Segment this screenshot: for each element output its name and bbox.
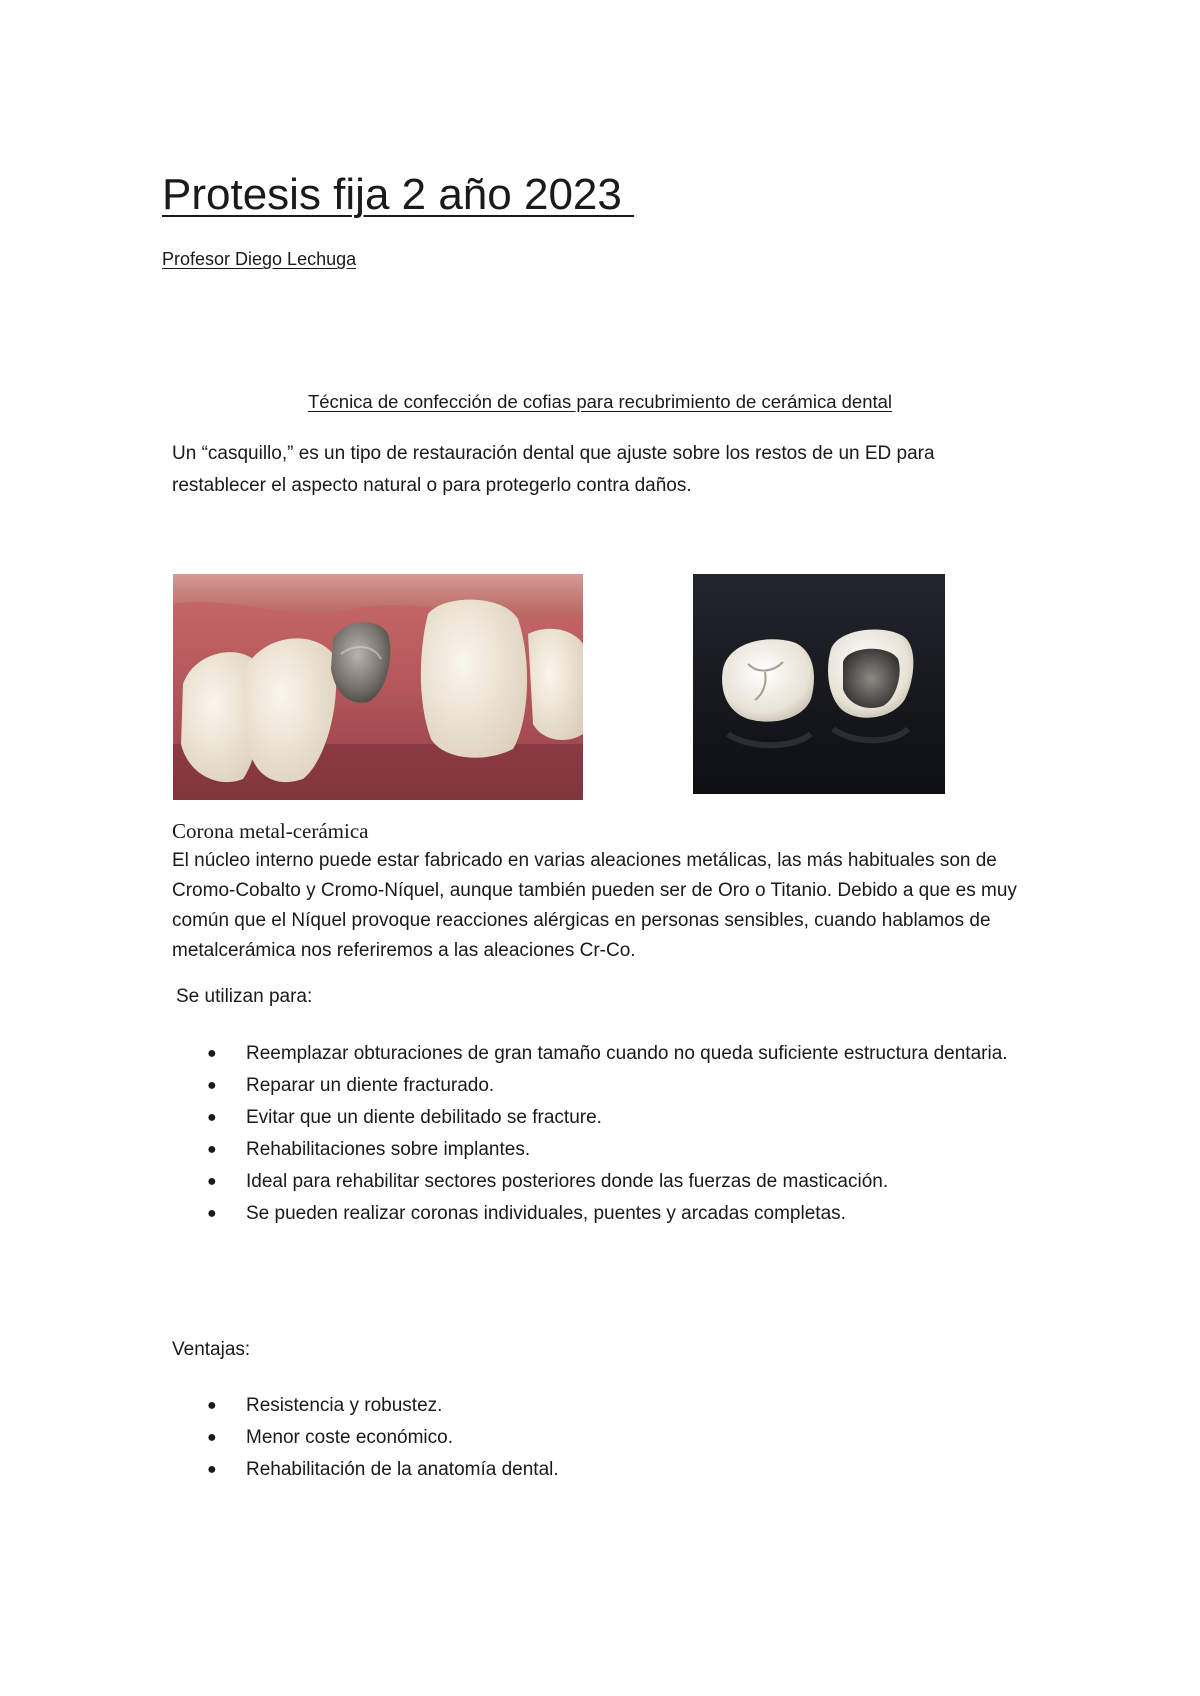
body-paragraph: El núcleo interno puede estar fabricado en varias aleaciones metálicas, las más habituales son de Cromo-Cobalto y Cromo-Níquel, aunque también pueden ser de Oro o Titanio. Debido a que es muy común que el Níquel provoque reacciones alérgicas en personas sensibles, cuando hablamos de metalcerámica nos referiremos a las aleaciones Cr-Co. xyxy=(172,850,1017,961)
list-item: ● Reemplazar obturaciones de gran tamaño cuando no queda suficiente estructura dentaria. xyxy=(246,1038,1066,1070)
bullet-icon: ● xyxy=(207,1429,217,1446)
bullet-icon: ● xyxy=(207,1205,217,1222)
dental-abutment-photo xyxy=(173,574,583,800)
bullet-icon: ● xyxy=(207,1109,217,1126)
document-title: Protesis fija 2 año 2023 xyxy=(162,170,635,219)
bullet-icon: ● xyxy=(207,1045,217,1062)
bullet-icon: ● xyxy=(207,1397,217,1414)
list-item: ● Rehabilitación de la anatomía dental. xyxy=(246,1454,1066,1486)
list-item: ● Reparar un diente fracturado. xyxy=(246,1070,1066,1102)
section-subheading: Corona metal-cerámica xyxy=(172,819,369,843)
uses-label: Se utilizan para: xyxy=(176,986,313,1007)
intro-paragraph: Un “casquillo,” es un tipo de restauración dental que ajuste sobre los restos de un ED para restablecer el aspecto natural o para protegerlo contra daños. xyxy=(172,443,935,496)
bullet-icon: ● xyxy=(207,1077,217,1094)
bullet-icon: ● xyxy=(207,1173,217,1190)
list-item: ● Evitar que un diente debilitado se fracture. xyxy=(246,1102,1066,1134)
uses-list xyxy=(207,1038,1066,1230)
list-item: ● Menor coste económico. xyxy=(246,1422,1066,1454)
list-item: ● Ideal para rehabilitar sectores posteriores donde las fuerzas de masticación. xyxy=(246,1166,1066,1198)
list-item: ● Resistencia y robustez. xyxy=(246,1390,1066,1422)
author-line: Profesor Diego Lechuga xyxy=(162,249,357,269)
bullet-icon: ● xyxy=(207,1461,217,1478)
advantages-label: Ventajas: xyxy=(172,1339,251,1360)
list-item: ● Rehabilitaciones sobre implantes. xyxy=(246,1134,1066,1166)
section-title: Técnica de confección de cofias para recubrimiento de cerámica dental xyxy=(307,391,893,412)
advantages-list xyxy=(207,1390,1066,1486)
metal-ceramic-crowns-photo xyxy=(693,574,945,794)
list-item: ● Se pueden realizar coronas individuales, puentes y arcadas completas. xyxy=(246,1198,1066,1230)
bullet-icon: ● xyxy=(207,1141,217,1158)
